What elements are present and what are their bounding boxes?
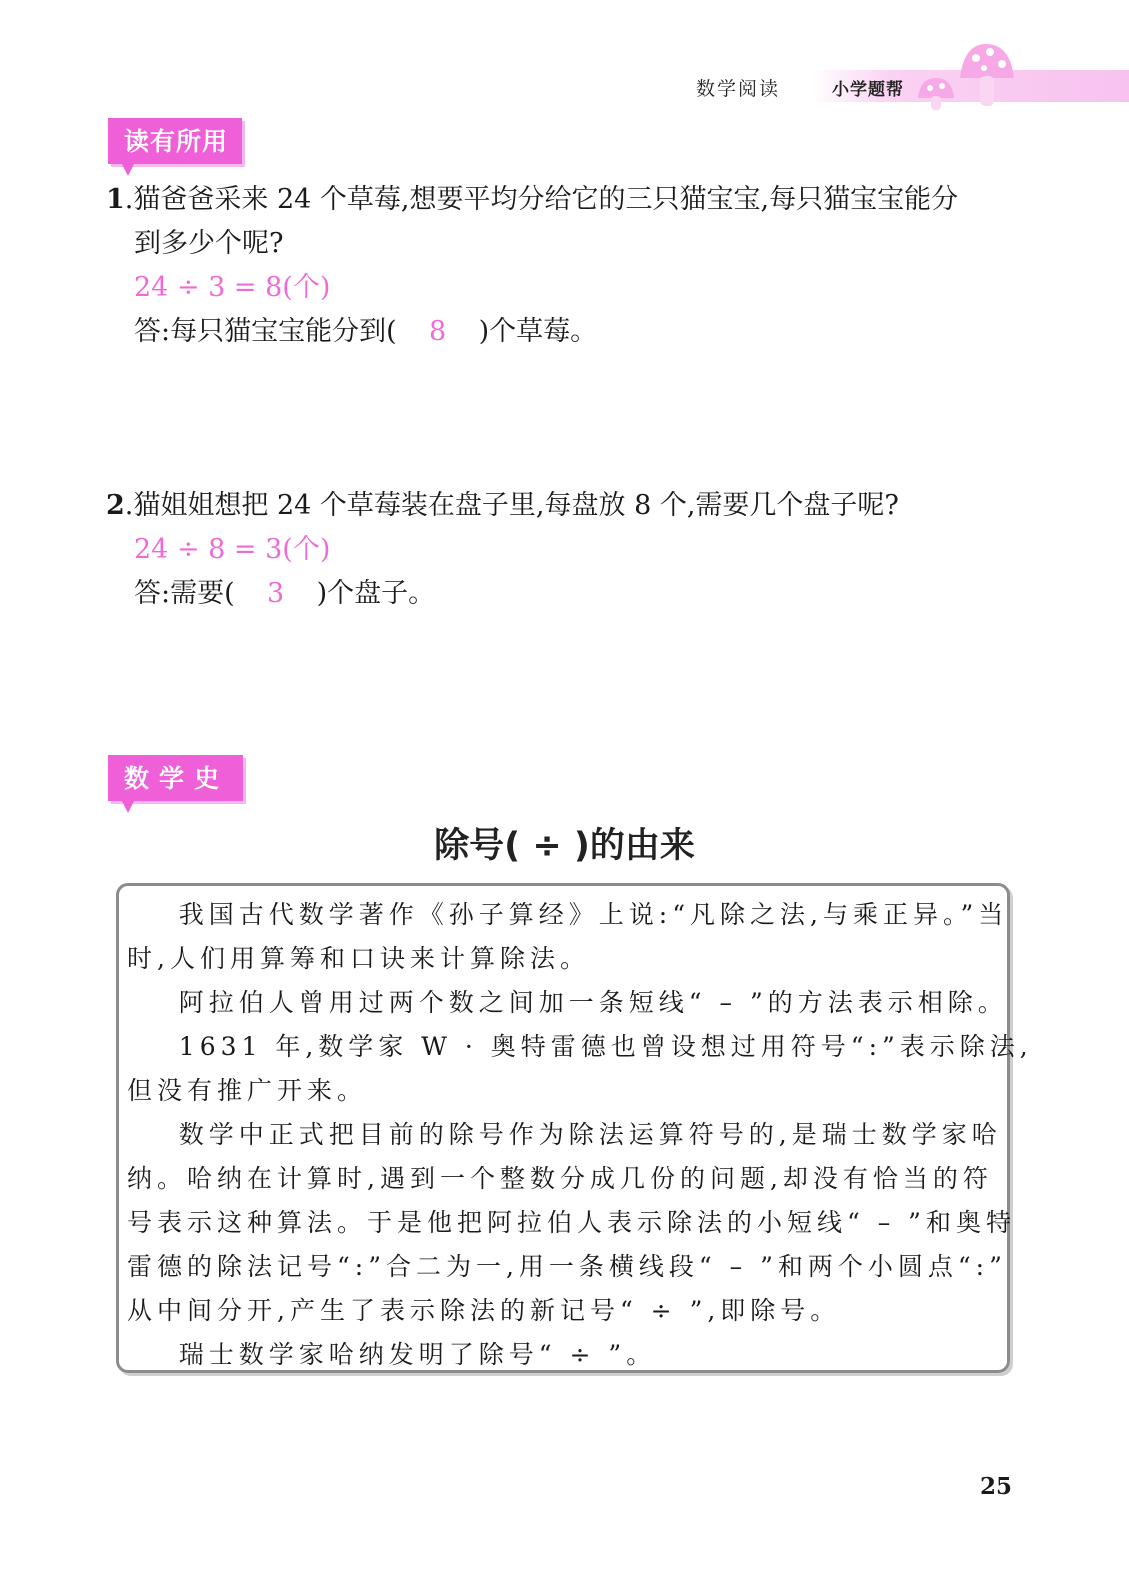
history-line: 我国古代数学著作《孙子算经》上说:“凡除之法,与乘正异。”当 xyxy=(127,900,1009,929)
history-line: 纳。哈纳在计算时,遇到一个整数分成几份的问题,却没有恰当的符 xyxy=(127,1164,993,1193)
history-title: 除号( ÷ )的由来 xyxy=(434,826,695,866)
question-2-number: 2 xyxy=(106,490,125,521)
question-2-work: 24 ÷ 8 = 3(个) xyxy=(134,534,331,565)
history-line: 号表示这种算法。于是他把阿拉伯人表示除法的小短线“ – ”和奥特 xyxy=(127,1208,1016,1237)
history-line: 从中间分开,产生了表示除法的新记号“ ÷ ”,即除号。 xyxy=(127,1296,841,1325)
answer-suffix: )个草莓。 xyxy=(478,316,598,347)
question-1-answer xyxy=(134,316,597,348)
question-2-text-line1: .猫姐姐想把 24 个草莓装在盘子里,每盘放 8 个,需要几个盘子呢? xyxy=(124,490,899,521)
question-1-work: 24 ÷ 3 = 8(个) xyxy=(134,272,331,303)
history-line: 时,人们用算筹和口诀来计算除法。 xyxy=(127,944,590,973)
question-2-line1 xyxy=(106,490,899,522)
page-number: 25 xyxy=(980,1473,1013,1500)
answer-value: 3 xyxy=(267,578,285,609)
header-book-title: 数学阅读 xyxy=(696,78,781,100)
history-line: 1631 年,数学家 W · 奥特雷德也曾设想过用符号“:”表示除法, xyxy=(127,1032,1033,1061)
answer-prefix: 答:每只猫宝宝能分到( xyxy=(134,316,397,347)
question-1-number: 1 xyxy=(106,184,125,215)
answer-suffix: )个盘子。 xyxy=(316,578,436,609)
question-1-line1 xyxy=(106,184,958,216)
answer-prefix: 答:需要( xyxy=(134,578,235,609)
section-tag-reading-use: 读有所用 xyxy=(108,118,242,164)
question-2-answer xyxy=(134,578,435,610)
history-line: 雷德的除法记号“:”合二为一,用一条横线段“ – ”和两个小圆点“:” xyxy=(127,1252,1007,1281)
history-line: 瑞士数学家哈纳发明了除号“ ÷ ”。 xyxy=(127,1340,657,1369)
question-1-text-line1: .猫爸爸采来 24 个草莓,想要平均分给它的三只猫宝宝,每只猫宝宝能分 xyxy=(124,184,959,215)
history-line: 数学中正式把目前的除号作为除法运算符号的,是瑞士数学家哈 xyxy=(127,1120,1002,1149)
header-series-label: 小学题帮 xyxy=(832,80,904,100)
mushroom-icon xyxy=(912,40,1022,112)
section-tag-math-history: 数学史 xyxy=(108,755,243,801)
history-line: 但没有推广开来。 xyxy=(127,1076,368,1105)
answer-value: 8 xyxy=(429,316,447,347)
history-line: 阿拉伯人曾用过两个数之间加一条短线“ – ”的方法表示相除。 xyxy=(127,988,1008,1017)
question-1-text-line2: 到多少个呢? xyxy=(134,228,284,259)
